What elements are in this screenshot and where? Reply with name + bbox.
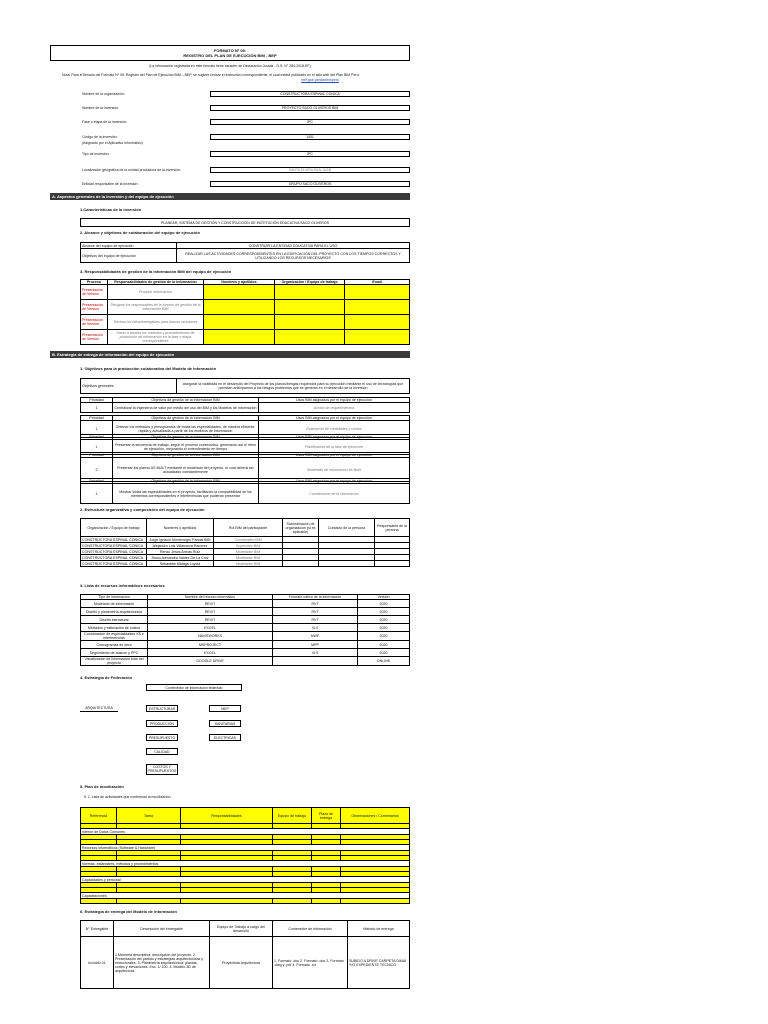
investment-characteristics: PLANEAR, SISTEMA DE GESTIÓN Y CONSTRUCCIÓN DE INSTITUCIÓN EDUCATIVA SACO OLIVEROS: [80, 218, 410, 227]
resource-name-cell: REVIT: [148, 616, 273, 624]
bim-use-header: Usos BIM asignados por el equipo de ejecución: [259, 453, 410, 458]
resource-version-cell: 2020: [358, 624, 410, 632]
federation-node: COSTOS Y PRESUPUESTOS: [147, 765, 177, 773]
mobilization-group-label: Capacidades y personal: [81, 877, 410, 883]
col-header: Versión: [358, 595, 410, 600]
process-cell: Presentación de Versión: [81, 300, 108, 315]
objective-header: Objetivos de gestión de la información BIM: [113, 453, 259, 458]
resource-name-cell: EXCEL: [148, 624, 273, 632]
col-header: N° Entregable: [81, 921, 114, 937]
email-cell[interactable]: [345, 330, 410, 345]
section-a-header: A. Aspectos generales de la inversión y del equipo de ejecución: [50, 193, 410, 200]
col-header: Equipo de trabajo: [273, 808, 312, 824]
team-responsible-cell[interactable]: [375, 561, 410, 567]
resource-type-cell: Modelado de información: [81, 600, 148, 608]
col-header: Contacto de la persona: [319, 519, 375, 537]
org-cell[interactable]: [275, 300, 345, 315]
org-cell[interactable]: [275, 285, 345, 300]
objective-cell: Mostrar todas las especialidades en el proyecto, facilitando la compatibilidad de los elementos correspondientes e interferencias que pudieran presentar: [113, 484, 259, 504]
resource-format-cell: -: [273, 657, 358, 666]
table-row: [81, 330, 410, 345]
col-header: Proceso: [81, 280, 108, 285]
name-cell[interactable]: [204, 330, 275, 345]
bim-use-cell: Planificación de la fase de ejecución: [259, 440, 410, 455]
scope-objectives-table: [80, 242, 410, 263]
resource-name-cell: REVIT: [148, 600, 273, 608]
resource-name-cell: REVIT: [148, 608, 273, 616]
table-row: [81, 641, 410, 649]
responsibility-cell: Hacer a prueba los métodos y procedimientos de producción de información en la fase o etapa correspondiente: [108, 330, 204, 345]
resource-format-cell: NWF: [273, 632, 358, 641]
table-header-row: [81, 519, 410, 537]
objective-cell: Presentar la secuencia de trabajo, según el proceso constructivo, generando así el ritmo de ejecución, mejorando el entendimiento en tiempo: [113, 440, 259, 455]
mobilization-table: [80, 807, 410, 904]
bim-use-header: Usos BIM asignados por el equipo de ejecución: [259, 416, 410, 421]
table-row: [81, 600, 410, 608]
section-b5-subtitle: 5. 1. Lista de actividades que conforman la movilización: [84, 795, 171, 799]
general-field-label: Nombre de la inversión:: [82, 106, 119, 110]
general-objectives-value: Asegurar la viabilidad en el desarrollo del Proyecto de los planos/bimgas requeridos para su ejecución mediante el uso de tecnologías que permitan anticiparnos a los riesgos problemas que se generan en el desarrollo de la inversión: [177, 379, 410, 394]
bim-use-header: Usos BIM asignados por el equipo de ejecución: [259, 435, 410, 440]
objective-header: Objetivos de gestión de la información BIM: [113, 416, 259, 421]
org-cell[interactable]: [275, 330, 345, 345]
table-row: [81, 632, 410, 641]
resource-type-cell: Metrados y estimación de costos: [81, 624, 148, 632]
general-field-value[interactable]: IPC: [210, 119, 410, 125]
federation-node: ARQUITECTURA: [80, 705, 118, 712]
federation-node: PRESUPUESTO: [146, 734, 178, 741]
resource-format-cell: RVT: [273, 616, 358, 624]
responsibility-cell: Designar los responsables de la función de gestión de la información BIM: [108, 300, 204, 315]
section-b3-title: 3. Lista de recursos informáticos necesarios: [80, 583, 165, 588]
team-name-cell: Sebastián Málaga Loyola: [147, 561, 214, 567]
table-row: [81, 616, 410, 624]
col-header: Observaciones / Comentarios: [341, 808, 410, 824]
section-b5-title: 5. Plan de movilización: [80, 784, 124, 789]
resource-type-cell: Coordinación de especialidades XS e interferencias: [81, 632, 148, 641]
bim-use-cell: Coordinación de la información: [259, 484, 410, 504]
team-org-cell: CONSTRUCTORA ESPINAL CONICA: [81, 537, 147, 543]
team-contact-cell[interactable]: [319, 561, 375, 567]
priority-header: Prioridad: [81, 435, 113, 440]
resource-version-cell: 2020: [358, 600, 410, 608]
resource-version-cell: 2020: [358, 632, 410, 641]
team-name-cell: Renzo Jesús Armas Ruiz: [147, 549, 214, 555]
section-b-header: B. Estrategia de entrega de información del equipo de ejecución: [50, 351, 410, 358]
form-header: [50, 45, 410, 61]
general-field-label: Tipo de inversión:: [82, 152, 110, 156]
col-header: Contenedor de información: [273, 921, 348, 937]
general-field-note: (Asignado por el Aplicativo Informático): [82, 141, 143, 145]
col-header: Nombres y apellidos: [147, 519, 214, 537]
resource-type-cell: Diseño estructural: [81, 616, 148, 624]
mobilization-cell[interactable]: [117, 899, 181, 904]
process-cell: Presentación de Versión: [81, 330, 108, 345]
resource-format-cell: MPP: [273, 641, 358, 649]
federation-node: CALIDAD: [146, 748, 178, 755]
priority-cell: 1: [81, 403, 113, 413]
col-header: Tarea: [117, 808, 181, 824]
team-org-cell: CONSTRUCTORA ESPINAL CONICA: [81, 555, 147, 561]
table-row: [81, 649, 410, 657]
general-field-value[interactable]: IPC: [210, 151, 410, 157]
email-cell[interactable]: [345, 300, 410, 315]
resource-type-cell: Cronogramas de obra: [81, 641, 148, 649]
priority-header: Prioridad: [81, 479, 113, 484]
resource-name-cell: GOOGLE DRIVE: [148, 657, 273, 666]
name-cell[interactable]: [204, 300, 275, 315]
resource-format-cell: RVT: [273, 600, 358, 608]
federation-node: ESTRUCTURAS: [146, 705, 178, 712]
federated-container: Contenedor de información federado: [146, 684, 242, 691]
deliverable-container: 1. Formato .doc 2. Formato .doc 3. Formato .dwg y .pdf 4. Formato .rvt: [273, 937, 348, 989]
col-header: Responsable de la persona: [375, 519, 410, 537]
col-header: Método de entrega: [348, 921, 410, 937]
table-row: [81, 899, 410, 904]
resource-version-cell: 2020: [358, 608, 410, 616]
team-role-cell: Modelador BIM: [214, 549, 283, 555]
mobilization-cell[interactable]: [81, 899, 117, 904]
table-row: [81, 403, 410, 413]
section-b2-title: 2. Estructura organizativa y composición del equipo de ejecución: [80, 507, 205, 512]
general-field-label: Localización geográfica de la unidad productora de la inversión:: [82, 168, 181, 172]
form-title-line1: FORMATO Nº 05:: [213, 48, 247, 53]
resource-version-cell: ONLINE: [358, 657, 410, 666]
deliverable-number: Incluido 01: [81, 937, 114, 989]
general-field-value[interactable]: SANTA ELVIRA SAN JUAN: [210, 167, 410, 173]
objective-header: Objetivos de gestión de la información BIM: [113, 479, 259, 484]
priority-cell: 1: [81, 421, 113, 438]
federation-node: SANITARIAS: [209, 720, 241, 727]
section-a1-title: 1.Características de la inversión: [80, 207, 142, 212]
priority-cell: 1: [81, 484, 113, 504]
bim-use-cell: Modelado de información As Built: [259, 458, 410, 482]
table-header-row: [81, 808, 410, 824]
bim-objective-table: [80, 397, 410, 413]
bim-use-cell: Estimación de cantidades y costos: [259, 421, 410, 438]
scope-label: Alcance del equipo de ejecución: [81, 243, 177, 249]
resource-format-cell: XLS: [273, 649, 358, 657]
col-header: Formato nativo de la información: [273, 595, 358, 600]
mobilization-group-label: Capacitaciones: [81, 893, 410, 899]
priority-header: Prioridad: [81, 416, 113, 421]
general-objectives-table: [80, 378, 410, 394]
table-row: [81, 379, 410, 394]
mobilization-cell[interactable]: [273, 899, 312, 904]
section-a3-title: 3. Responsabilidades de gestión de la información BIM del equipo de ejecución: [80, 269, 232, 274]
name-cell[interactable]: [204, 315, 275, 330]
responsibilities-table: [80, 279, 410, 345]
scope-value: CONSTRUIR LA ENTIDAD EDUCATIVA PARA EL USO: [177, 243, 410, 249]
bim-use-header: Usos BIM asignados por el equipo de ejecución: [259, 398, 410, 403]
priority-cell: 2: [81, 458, 113, 482]
col-header: Descripción del entregable: [114, 921, 210, 937]
section-b6-title: 6. Estrategia de entrega del Modelo de información: [80, 909, 177, 914]
resource-name-cell: EXCEL: [148, 649, 273, 657]
team-name-cell: Jhosu Alexandra Valdéz De La Cruz: [147, 555, 214, 561]
deliverable-team: Proyectista Arquitectura: [210, 937, 273, 989]
team-subordination-cell[interactable]: [283, 561, 319, 567]
section-a2-title: 2. Alcance y objetivos de colaboración del equipo de ejecución: [80, 230, 200, 235]
priority-cell: 1: [81, 440, 113, 455]
general-field-value[interactable]: PROYECTO SACO OLIVEROS BIM: [210, 105, 410, 111]
process-cell: Presentación de Versión: [81, 285, 108, 300]
responsibility-cell: Revisar los hitos/entregables para futuras revisiones: [108, 315, 204, 330]
objective-cell: Centralizar la ingeniería de valor por medio del uso del BIM y los Modelos de información: [113, 403, 259, 413]
table-row: [81, 300, 410, 315]
team-name-cell: Jorge Ignacio Montenegro Parcial BIM: [147, 537, 214, 543]
table-row: [81, 657, 410, 666]
col-header: Nombre del recurso informático: [148, 595, 273, 600]
objective-cell: Presentar los planos AS BUILT mediante el modelado del proyecto, el cual deberá ser actualizado constantemente: [113, 458, 259, 482]
form-subtitle: (La información registrada en este formato tiene carácter de Declaración Jurada - D.S. N° 284-2018-EF): [149, 64, 311, 68]
general-field-label: Nombre de la organización:: [82, 92, 125, 96]
mobilization-cell[interactable]: [312, 899, 341, 904]
team-name-cell: Alejandro Luis Villanueva Ramírez: [147, 543, 214, 549]
priority-header: Prioridad: [81, 398, 113, 403]
general-field-label: Fase o etapa de la inversión:: [82, 120, 127, 124]
resource-version-cell: 2020: [358, 649, 410, 657]
team-org-cell: CONSTRUCTORA ESPINAL CONICA: [81, 561, 147, 567]
bim-use-cell: Acción de requerimientos: [259, 403, 410, 413]
team-structure-table: [80, 518, 410, 567]
col-header: Plazo de entrega: [312, 808, 341, 824]
table-row: [81, 285, 410, 300]
col-header: Rol BIM del participante: [214, 519, 283, 537]
objective-cell: Obtener los metrados y presupuestos de todas las especialidades, de manera eficiente, rápida y actualizada a partir de los modelos de información: [113, 421, 259, 438]
general-field-value[interactable]: 1401: [210, 134, 410, 140]
deliverable-description: 1.Memoria descriptiva: descripción del proyecto. 2. Presentación del partido y estrategias arquitectónicas y estructurales. 3. Planimetría arquitectónica: plantas, cortes y elevaciones. Esc. 1/ 100. 4. Modelo 3D de arquitectura.: [114, 937, 210, 989]
col-header: Organización / Equipo de trabajo: [81, 519, 147, 537]
team-role-cell: Coordinador BIM: [214, 537, 283, 543]
general-field-value[interactable]: GRUPO SACO OLIVEROS: [210, 181, 410, 187]
process-cell: Presentación de Versión: [81, 315, 108, 330]
priority-header: Prioridad: [81, 453, 113, 458]
delivery-strategy-table: [80, 920, 410, 989]
col-header: Email: [345, 280, 410, 285]
col-header: Referencia: [81, 808, 117, 824]
objective-header: Objetivos de gestión de la información BIM: [113, 435, 259, 440]
team-role-cell: Supervisor BIM: [214, 543, 283, 549]
bim-objective-table: [80, 478, 410, 504]
plan-bim-link[interactable]: mef.gob.pe/planbimperu: [301, 78, 339, 82]
objective-header: Objetivos de gestión de la información BIM: [113, 398, 259, 403]
section-b1-title: 1. Objetivos para la producción colaborativa del Modelo de información: [80, 366, 217, 371]
general-field-label: Código de la inversión:: [82, 135, 118, 139]
responsibility-cell: Producir información: [108, 285, 204, 300]
col-header: Responsabilidades de gestión de la información: [108, 280, 204, 285]
general-field-value[interactable]: CONSTRUCTORA ESPINAL CONICA: [210, 91, 410, 97]
col-header: Responsabilidades: [181, 808, 273, 824]
resource-type-cell: Diseño y planimetría arquitectónica: [81, 608, 148, 616]
federation-node: ELÉCTRICAS: [209, 734, 241, 741]
form-note: Nota: Para el llenado del Formato Nº 05: Registro del Plan de Ejecución BIM – BEP, se sugiere revisar el Instructivo correspondiente, el cual estará publicado en el sitio web del Plan BIM Perú:: [62, 73, 360, 77]
table-row: [81, 624, 410, 632]
mobilization-group-label: Recursos informáticos (Software & Hardware): [81, 845, 410, 851]
col-header: Subordinación de organización (si es aplicable): [283, 519, 319, 537]
resource-version-cell: 2020: [358, 616, 410, 624]
resource-type-cell: Visualización de información total del proyecto: [81, 657, 148, 666]
table-row: [81, 608, 410, 616]
federation-node: MEP: [209, 705, 241, 712]
resource-name-cell: NAVISWORKS: [148, 632, 273, 641]
org-cell[interactable]: [275, 315, 345, 330]
deliverable-method: SUBIDO A DRIVE CARPETA DIMAI Y/O EXPEDIENTE TECNICO: [348, 937, 410, 989]
mobilization-cell[interactable]: [181, 899, 273, 904]
table-row: [81, 937, 410, 989]
resource-format-cell: XLS: [273, 624, 358, 632]
section-b4-title: 4. Estrategia de Federación: [80, 675, 133, 680]
general-field-label: Entidad responsable de la inversión:: [82, 182, 139, 186]
objectives-label: Objetivos del equipo de ejecución: [81, 249, 177, 263]
col-header: Nombres y apellidos: [204, 280, 275, 285]
email-cell[interactable]: [345, 285, 410, 300]
table-row: [81, 249, 410, 263]
mobilization-group-label: Interior de Datos Comunes: [81, 829, 410, 835]
team-role-cell: Modelador BIM: [214, 561, 283, 567]
team-role-cell: Modelador BIM: [214, 555, 283, 561]
federation-node: PRODUCCIÓN: [146, 720, 178, 727]
email-cell[interactable]: [345, 315, 410, 330]
mobilization-cell[interactable]: [341, 899, 410, 904]
table-row: [81, 315, 410, 330]
objectives-value: REALIZAR LAS ACTIVIDADES CORRESPONDIENTES EN LA EDIFICACIÓN DEL PROYECTO CON LOS TIEMPOS CORRECTOS Y UTILIZANDO LOS RECURSOS NECESARIOS: [177, 249, 410, 263]
table-row: [81, 561, 410, 567]
table-header-row: [81, 921, 410, 937]
resource-name-cell: MSPROJECT: [148, 641, 273, 649]
table-row: [81, 484, 410, 504]
resource-version-cell: 2020: [358, 641, 410, 649]
name-cell[interactable]: [204, 285, 275, 300]
resource-type-cell: Seguimiento de avance y PPC: [81, 649, 148, 657]
col-header: Tipo de información: [81, 595, 148, 600]
form-title-line2: REGISTRO DEL PLAN DE EJECUCIÓN BIM - BEP: [183, 53, 277, 58]
general-objectives-label: Objetivos generales: [81, 379, 177, 394]
bim-use-header: Usos BIM asignados por el equipo de ejecución: [259, 479, 410, 484]
team-org-cell: CONSTRUCTORA ESPINAL CONICA: [81, 549, 147, 555]
col-header: Equipo de Trabajo a cargo del desarrollo: [210, 921, 273, 937]
col-header: Organización / Equipo de trabajo: [275, 280, 345, 285]
resource-format-cell: RVT: [273, 608, 358, 616]
it-resources-table: [80, 594, 410, 666]
mobilization-group-label: Normas, estándares, métodos y procedimientos: [81, 861, 410, 867]
team-org-cell: CONSTRUCTORA ESPINAL CONICA: [81, 543, 147, 549]
